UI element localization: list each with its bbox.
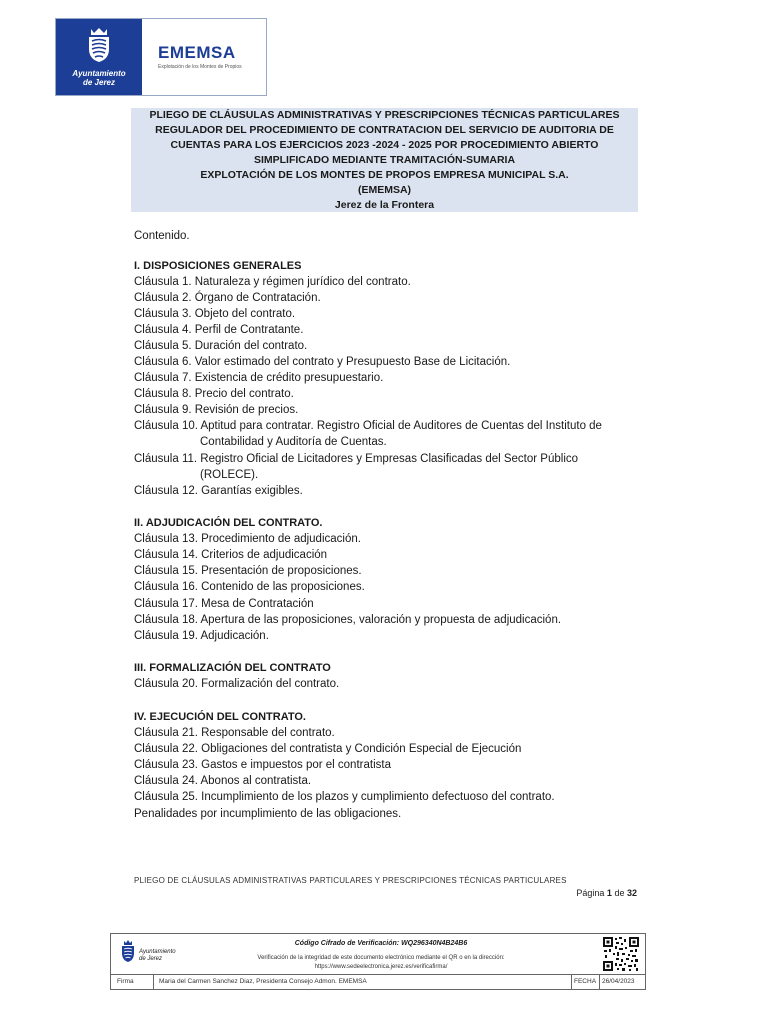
- page-number: [480, 888, 637, 898]
- toc-item: Cláusula 12. Garantías exigibles.: [134, 485, 303, 497]
- fecha-label: FECHA: [574, 978, 597, 985]
- code-value: WQ296340N4B24B6: [401, 940, 468, 947]
- section-heading: I. DISPOSICIONES GENERALES: [134, 260, 302, 272]
- toc-item: Cláusula 16. Contenido de las proposiciones.: [134, 581, 365, 593]
- toc-item: Cláusula 10. Aptitud para contratar. Registro Oficial de Auditores de Cuentas del Instituto de: [134, 420, 602, 432]
- page-of: de: [614, 888, 625, 898]
- jerez-shield-icon: [121, 940, 135, 962]
- cell-divider: [571, 975, 572, 989]
- toc-item: Cláusula 18. Apertura de las proposiciones, valoración y propuesta de adjudicación.: [134, 614, 562, 626]
- toc-item: Cláusula 4. Perfil de Contratante.: [134, 324, 304, 336]
- toc-item: Cláusula 22. Obligaciones del contratista y Condición Especial de Ejecución: [134, 743, 522, 755]
- toc-item: Cláusula 17. Mesa de Contratación: [134, 598, 314, 610]
- toc-item: Cláusula 2. Órgano de Contratación.: [134, 292, 321, 304]
- toc-item: Cláusula 13. Procedimiento de adjudicación.: [134, 533, 361, 545]
- toc-item: Cláusula 8. Precio del contrato.: [134, 388, 294, 400]
- code-label: Código Cifrado de Verificación:: [294, 940, 400, 947]
- ememsa-subtitle: Explotación de los Montes de Propios: [158, 64, 242, 70]
- toc-item: Cláusula 1. Naturaleza y régimen jurídico del contrato.: [134, 276, 411, 288]
- qr-code-icon[interactable]: [602, 936, 640, 972]
- page-total: 32: [626, 888, 637, 898]
- toc-item: Cláusula 5. Duración del contrato.: [134, 340, 308, 352]
- title-line: SIMPLIFICADO MEDIANTE TRAMITACIÓN-SUMARIA: [253, 154, 516, 166]
- title-line: REGULADOR DEL PROCEDIMIENTO DE CONTRATACION DEL SERVICIO DE AUDITORIA DE: [155, 124, 614, 136]
- toc-item: Cláusula 25. Incumplimiento de los plazos y cumplimiento defectuoso del contrato.: [134, 791, 555, 803]
- ayto-label-2: de Jerez: [82, 78, 116, 87]
- ayto-label-1: Ayuntamiento: [72, 69, 126, 78]
- cell-divider: [153, 975, 154, 989]
- title-line: EXPLOTACIÓN DE LOS MONTES DE PROPOS EMPRESA MUNICIPAL S.A.: [200, 169, 569, 181]
- stamp-ayto-1: Ayuntamiento: [139, 949, 176, 955]
- page-word: Página: [576, 888, 605, 898]
- page-current: 1: [606, 888, 612, 898]
- fecha-value: 26/04/2023: [602, 978, 635, 985]
- toc-item: Cláusula 23. Gastos e impuestos por el contratista: [134, 759, 391, 771]
- section-heading: II. ADJUDICACIÓN DEL CONTRATO.: [134, 517, 323, 529]
- ememsa-logo-text: EMEMSA: [158, 43, 236, 62]
- footer-doc-title: PLIEGO DE CLÁUSULAS ADMINISTRATIVAS PARTICULARES Y PRESCRIPCIONES TÉCNICAS PARTICULARES: [134, 876, 567, 885]
- title-line: Jerez de la Frontera: [334, 199, 435, 211]
- verif-line-1: Verificación de la integridad de este documento electrónico mediante el QR o en la dirección:: [257, 955, 505, 961]
- toc-item: Cláusula 14. Criterios de adjudicación: [134, 549, 328, 561]
- verification-stamp: [110, 933, 646, 990]
- title-line: PLIEGO DE CLÁUSULAS ADMINISTRATIVAS Y PRESCRIPCIONES TÉCNICAS PARTICULARES: [149, 109, 620, 121]
- toc-item: Cláusula 24. Abonos al contratista.: [134, 775, 312, 787]
- title-line: CUENTAS PARA LOS EJERCICIOS 2023 -2024 - 2025 POR PROCEDIMIENTO ABIERTO: [170, 139, 599, 151]
- ayuntamiento-logo: [56, 19, 142, 95]
- toc-item: Penalidades por incumplimiento de las obligaciones.: [134, 808, 402, 820]
- stamp-main-row: [111, 934, 645, 975]
- stamp-ayto-2: de Jerez: [139, 956, 163, 962]
- verification-code: [251, 940, 511, 947]
- contents-label: Contenido.: [134, 230, 190, 242]
- section-heading: IV. EJECUCIÓN DEL CONTRATO.: [134, 711, 306, 723]
- jerez-shield-icon: [85, 27, 113, 63]
- cell-divider: [599, 975, 600, 989]
- header-logos: [55, 18, 267, 96]
- section-heading: III. FORMALIZACIÓN DEL CONTRATO: [134, 662, 331, 674]
- verification-text: [211, 954, 551, 972]
- firma-value: Maria del Carmen Sanchez Diaz, Presidenta Consejo Admon. EMEMSA: [159, 978, 367, 985]
- toc-item: Cláusula 3. Objeto del contrato.: [134, 308, 296, 320]
- document-title-box: [131, 108, 638, 212]
- toc-item: Cláusula 9. Revisión de precios.: [134, 404, 299, 416]
- verif-url[interactable]: https://www.sedeelectronica.jerez.es/verificafirma/: [314, 964, 448, 970]
- toc-item: Cláusula 11. Registro Oficial de Licitadores y Empresas Clasificadas del Sector Público: [134, 453, 579, 465]
- toc-item: Cláusula 7. Existencia de crédito presupuestario.: [134, 372, 384, 384]
- toc-item: Cláusula 15. Presentación de proposiciones.: [134, 565, 362, 577]
- toc-item: Cláusula 6. Valor estimado del contrato y Presupuesto Base de Licitación.: [134, 356, 511, 368]
- toc-item: Cláusula 19. Adjudicación.: [134, 630, 269, 642]
- toc-item: Cláusula 21. Responsable del contrato.: [134, 727, 335, 739]
- toc-item-continuation: (ROLECE).: [200, 469, 259, 481]
- toc-item-continuation: Contabilidad y Auditoría de Cuentas.: [200, 436, 387, 448]
- firma-label: Firma: [117, 978, 134, 985]
- title-line: (EMEMSA): [357, 184, 412, 196]
- toc-item: Cláusula 20. Formalización del contrato.: [134, 678, 340, 690]
